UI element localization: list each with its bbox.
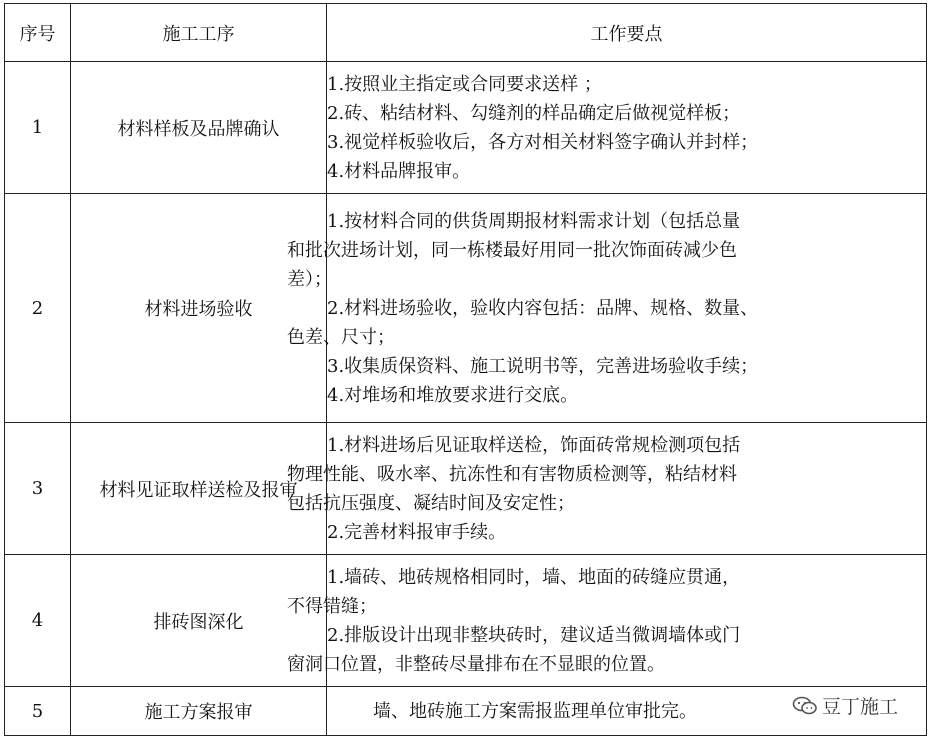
- key-point-line: 4.对堆场和堆放要求进行交底。: [327, 384, 579, 406]
- key-point-line: 1.按材料合同的供货周期报材料需求计划（包括总量: [327, 210, 741, 232]
- table-row: [5, 423, 927, 555]
- key-points: [287, 194, 927, 423]
- row-number: 4: [5, 555, 71, 687]
- key-point-line: 包括抗压强度、凝结时间及安定性；: [287, 492, 575, 514]
- header-key-points: 工作要点: [327, 4, 927, 62]
- process-name: 材料见证取样送检及报审: [71, 423, 327, 555]
- process-name: 材料样板及品牌确认: [71, 62, 327, 194]
- key-point-line: 物理性能、吸水率、抗冻性和有害物质检测等，粘结材料: [287, 463, 737, 485]
- key-point-line: 2.完善材料报审手续。: [327, 521, 507, 543]
- watermark: [788, 692, 902, 719]
- key-points: [327, 62, 927, 194]
- key-point-line: 不得错缝；: [287, 595, 377, 617]
- process-name: 施工方案报审: [71, 687, 327, 736]
- key-point-line: 差）；: [287, 268, 332, 290]
- key-point-line: 3.视觉样板验收后，各方对相关材料签字确认并封样；: [327, 131, 759, 153]
- key-point-line: 窗洞口位置，非整砖尽量排布在不显眼的位置。: [287, 653, 665, 675]
- key-point-line: 2.砖、粘结材料、勾缝剂的样品确定后做视觉样板；: [327, 102, 741, 124]
- table-row: [5, 62, 927, 194]
- row-number: 2: [5, 194, 71, 423]
- wechat-icon: [792, 696, 818, 716]
- key-point-line: 2.材料进场验收，验收内容包括：品牌、规格、数量、: [327, 297, 759, 319]
- key-point-line: 墙、地砖施工方案需报监理单位审批完。: [373, 700, 697, 722]
- header-number: 序号: [5, 4, 71, 62]
- key-point-line: 3.收集质保资料、施工说明书等，完善进场验收手续；: [327, 355, 759, 377]
- row-number: 5: [5, 687, 71, 736]
- table-row: [5, 555, 927, 687]
- key-point-line: 1.按照业主指定或合同要求送样 ；: [327, 73, 602, 95]
- watermark-text: 豆丁施工: [821, 696, 898, 718]
- construction-process-table: [4, 3, 927, 736]
- header-row: [5, 4, 927, 62]
- key-point-line: 1.材料进场后见证取样送检，饰面砖常规检测项包括: [327, 434, 741, 456]
- row-number: 3: [5, 423, 71, 555]
- row-number: 1: [5, 62, 71, 194]
- table-row: [5, 194, 927, 423]
- key-points: [287, 555, 927, 687]
- header-process: 施工工序: [71, 4, 327, 62]
- key-point-line: 色差、尺寸；: [287, 326, 395, 348]
- key-point-line: 4.材料品牌报审。: [327, 160, 471, 182]
- key-points: [287, 423, 927, 555]
- key-point-line: 1.墙砖、地砖规格相同时，墙、地面的砖缝应贯通，: [327, 566, 741, 588]
- process-name: 材料进场验收: [71, 194, 327, 423]
- key-point-line: 和批次进场计划，同一栋楼最好用同一批次饰面砖减少色: [287, 239, 737, 261]
- key-point-line: 2.排版设计出现非整块砖时，建议适当微调墙体或门: [327, 624, 741, 646]
- process-name: 排砖图深化: [71, 555, 327, 687]
